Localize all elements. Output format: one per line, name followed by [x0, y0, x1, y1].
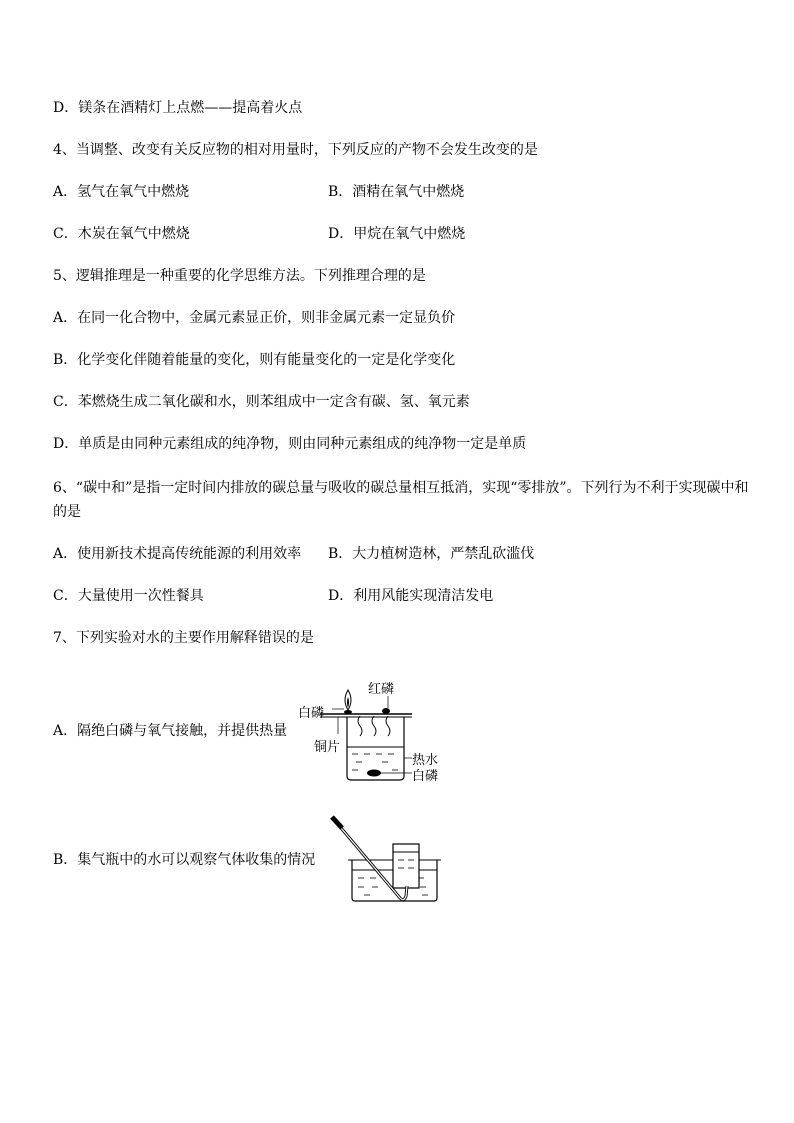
q6-option-a: A．使用新技术提高传统能源的利用效率 [53, 546, 302, 562]
q5-stem: 5、逻辑推理是一种重要的化学思维方法。下列推理合理的是 [53, 268, 426, 284]
rubber-tube [332, 817, 342, 828]
q7-stem: 7、下列实验对水的主要作用解释错误的是 [53, 630, 314, 646]
q6-option-c: C．大量使用一次性餐具 [53, 588, 204, 604]
q4-stem: 4、当调整、改变有关反应物的相对用量时，下列反应的产物不会发生改变的是 [53, 142, 538, 158]
q4-option-d: D．甲烷在氧气中燃烧 [328, 226, 466, 242]
q7-option-a: A．隔绝白磷与氧气接触，并提供热量 [53, 723, 288, 739]
steam-line-2 [372, 716, 376, 736]
q5-option-c: C．苯燃烧生成二氧化碳和水，则苯组成中一定含有碳、氢、氧元素 [53, 394, 470, 410]
q5-option-b: B．化学变化伴随着能量的变化，则有能量变化的一定是化学变化 [53, 352, 456, 368]
phosphorus-combustion-figure [292, 676, 452, 786]
steam-line-1 [358, 716, 362, 736]
q4-option-c: C．木炭在氧气中燃烧 [53, 226, 190, 242]
q6-stem: 6、“碳中和”是指一定时间内排放的碳总量与吸收的碳总量相互抵消，实现“零排放”。下列行为不利于实现碳中和的是 [53, 480, 749, 520]
q6-option-b: B．大力植树造林，严禁乱砍滥伐 [328, 546, 535, 562]
gas-collecting-bottle [393, 844, 419, 888]
q3-option-d: D．镁条在酒精灯上点燃——提高着火点 [53, 100, 303, 116]
q7-option-b: B．集气瓶中的水可以观察气体收集的情况 [53, 852, 316, 868]
white-phosphorus-top [344, 710, 352, 714]
flame-core [347, 697, 349, 708]
q6-option-d: D．利用风能实现清洁发电 [328, 588, 494, 604]
label-copper-plate: 铜片 [314, 740, 341, 755]
q4-option-a: A．氢气在氧气中燃烧 [53, 184, 190, 200]
label-white-phosphorus-bottom: 白磷 [412, 769, 439, 784]
gas-collection-figure [322, 812, 452, 906]
steam-line-3 [386, 716, 390, 736]
red-phosphorus [382, 708, 390, 714]
q4-option-b: B．酒精在氧气中燃烧 [328, 184, 465, 200]
label-red-phosphorus: 红磷 [368, 682, 395, 697]
q5-option-d: D．单质是由同种元素组成的纯净物，则由同种元素组成的纯净物一定是单质 [53, 436, 527, 452]
label-hot-water: 热水 [412, 753, 439, 768]
white-phosphorus-underwater [367, 770, 381, 777]
gas-collection-drawing [322, 812, 452, 906]
q5-option-a: A．在同一化合物中，金属元素显正价，则非金属元素一定显负价 [53, 310, 456, 326]
label-white-phosphorus-top: 白磷 [298, 706, 325, 721]
